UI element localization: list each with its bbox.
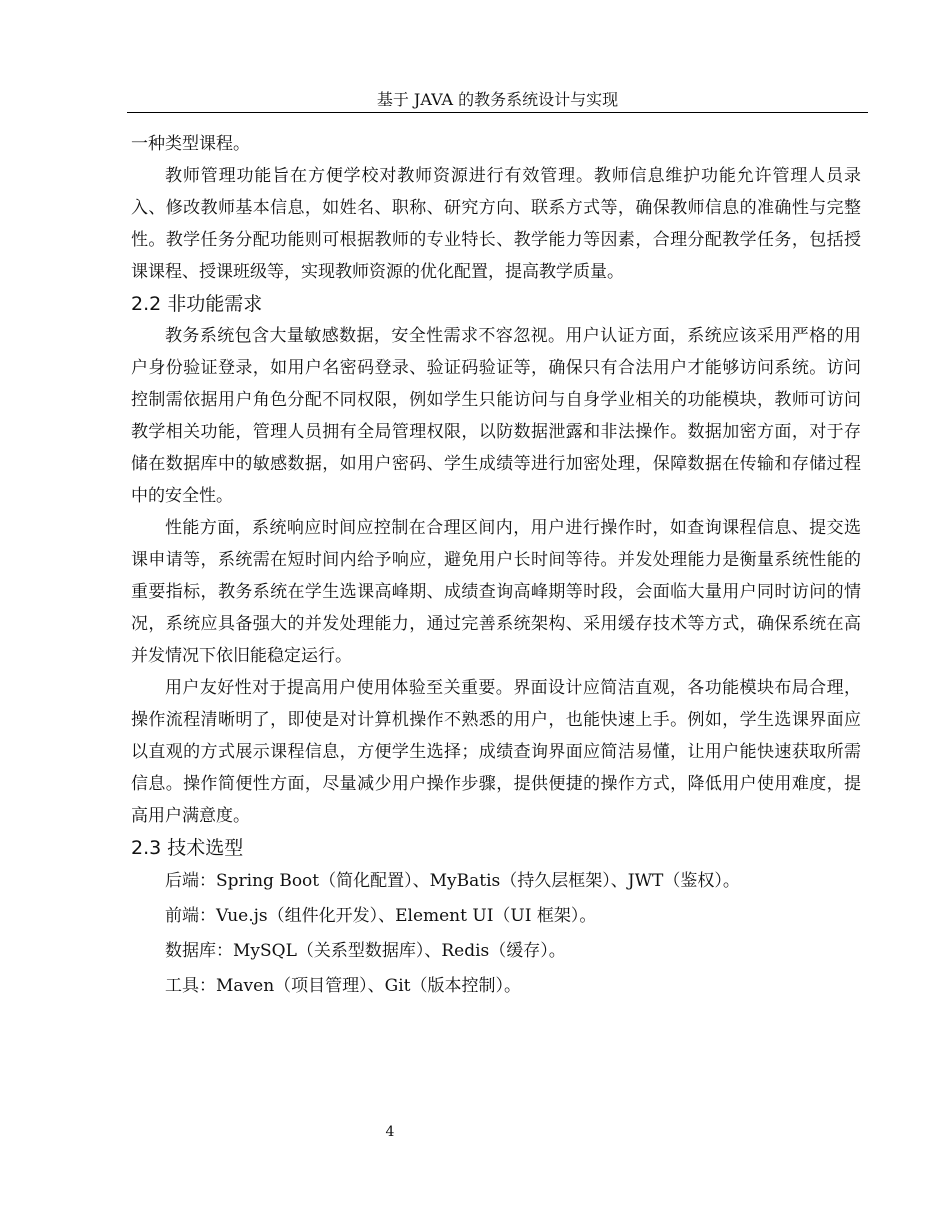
- running-header: 基于 JAVA 的教务系统设计与实现: [376, 90, 619, 109]
- section-heading-2-3: 2.3 技术选型: [131, 837, 244, 859]
- section-heading-2-2: 2.2 非功能需求: [131, 293, 263, 315]
- paragraph-usability: 用户友好性对于提高用户使用体验至关重要。界面设计应简洁直观，各功能模块布局合理，操作流程清晰明了，即使是对计算机操作不熟悉的用户，也能快速上手。例如，学生选课界面应以直观的方式展示课程信息，方便学生选择；成绩查询界面应简洁易懂，让用户能快速获取所需信息。操作简便性方面，尽量减少用户操作步骤，提供便捷的操作方式，降低用户使用难度，提高用户满意度。: [131, 678, 861, 826]
- paragraph-teacher-management: 教师管理功能旨在方便学校对教师资源进行有效管理。教师信息维护功能允许管理人员录入、修改教师基本信息，如姓名、职称、研究方向、联系方式等，确保教师信息的准确性与完整性。教学任务分配功能则可根据教师的专业特长、教学能力等因素，合理分配教学任务，包括授课课程、授课班级等，实现教师资源的优化配置，提高教学质量。: [131, 166, 861, 282]
- paragraph-security: 教务系统包含大量敏感数据，安全性需求不容忽视。用户认证方面，系统应该采用严格的用户身份验证登录，如用户名密码登录、验证码验证等，确保只有合法用户才能够访问系统。访问控制需依据用户角色分配不同权限，例如学生只能访问与自身学业相关的功能模块，教师可访问教学相关功能，管理人员拥有全局管理权限，以防数据泄露和非法操作。数据加密方面，对于存储在数据库中的敏感数据，如用户密码、学生成绩等进行加密处理，保障数据在传输和存储过程中的安全性。: [131, 326, 861, 506]
- tech-line-database: 数据库：MySQL（关系型数据库）、Redis（缓存）。: [165, 941, 566, 961]
- tech-line-frontend: 前端：Vue.js（组件化开发）、Element UI（UI 框架）。: [165, 906, 597, 926]
- header-rule: [127, 112, 868, 113]
- paragraph-performance: 性能方面，系统响应时间应控制在合理区间内，用户进行操作时，如查询课程信息、提交选课申请等，系统需在短时间内给予响应，避免用户长时间等待。并发处理能力是衡量系统性能的重要指标，教务系统在学生选课高峰期、成绩查询高峰期等时段，会面临大量用户同时访问的情况，系统应具备强大的并发处理能力，通过完善系统架构、采用缓存技术等方式，确保系统在高并发情况下依旧能稳定运行。: [131, 518, 861, 666]
- tech-line-backend: 后端：Spring Boot（简化配置）、MyBatis（持久层框架）、JWT（鉴权）。: [165, 871, 740, 891]
- paragraph-continuation: 一种类型课程。: [131, 134, 250, 154]
- page-body: [131, 128, 861, 1004]
- page-number: 4: [385, 1124, 395, 1140]
- tech-line-tools: 工具：Maven（项目管理）、Git（版本控制）。: [165, 976, 522, 996]
